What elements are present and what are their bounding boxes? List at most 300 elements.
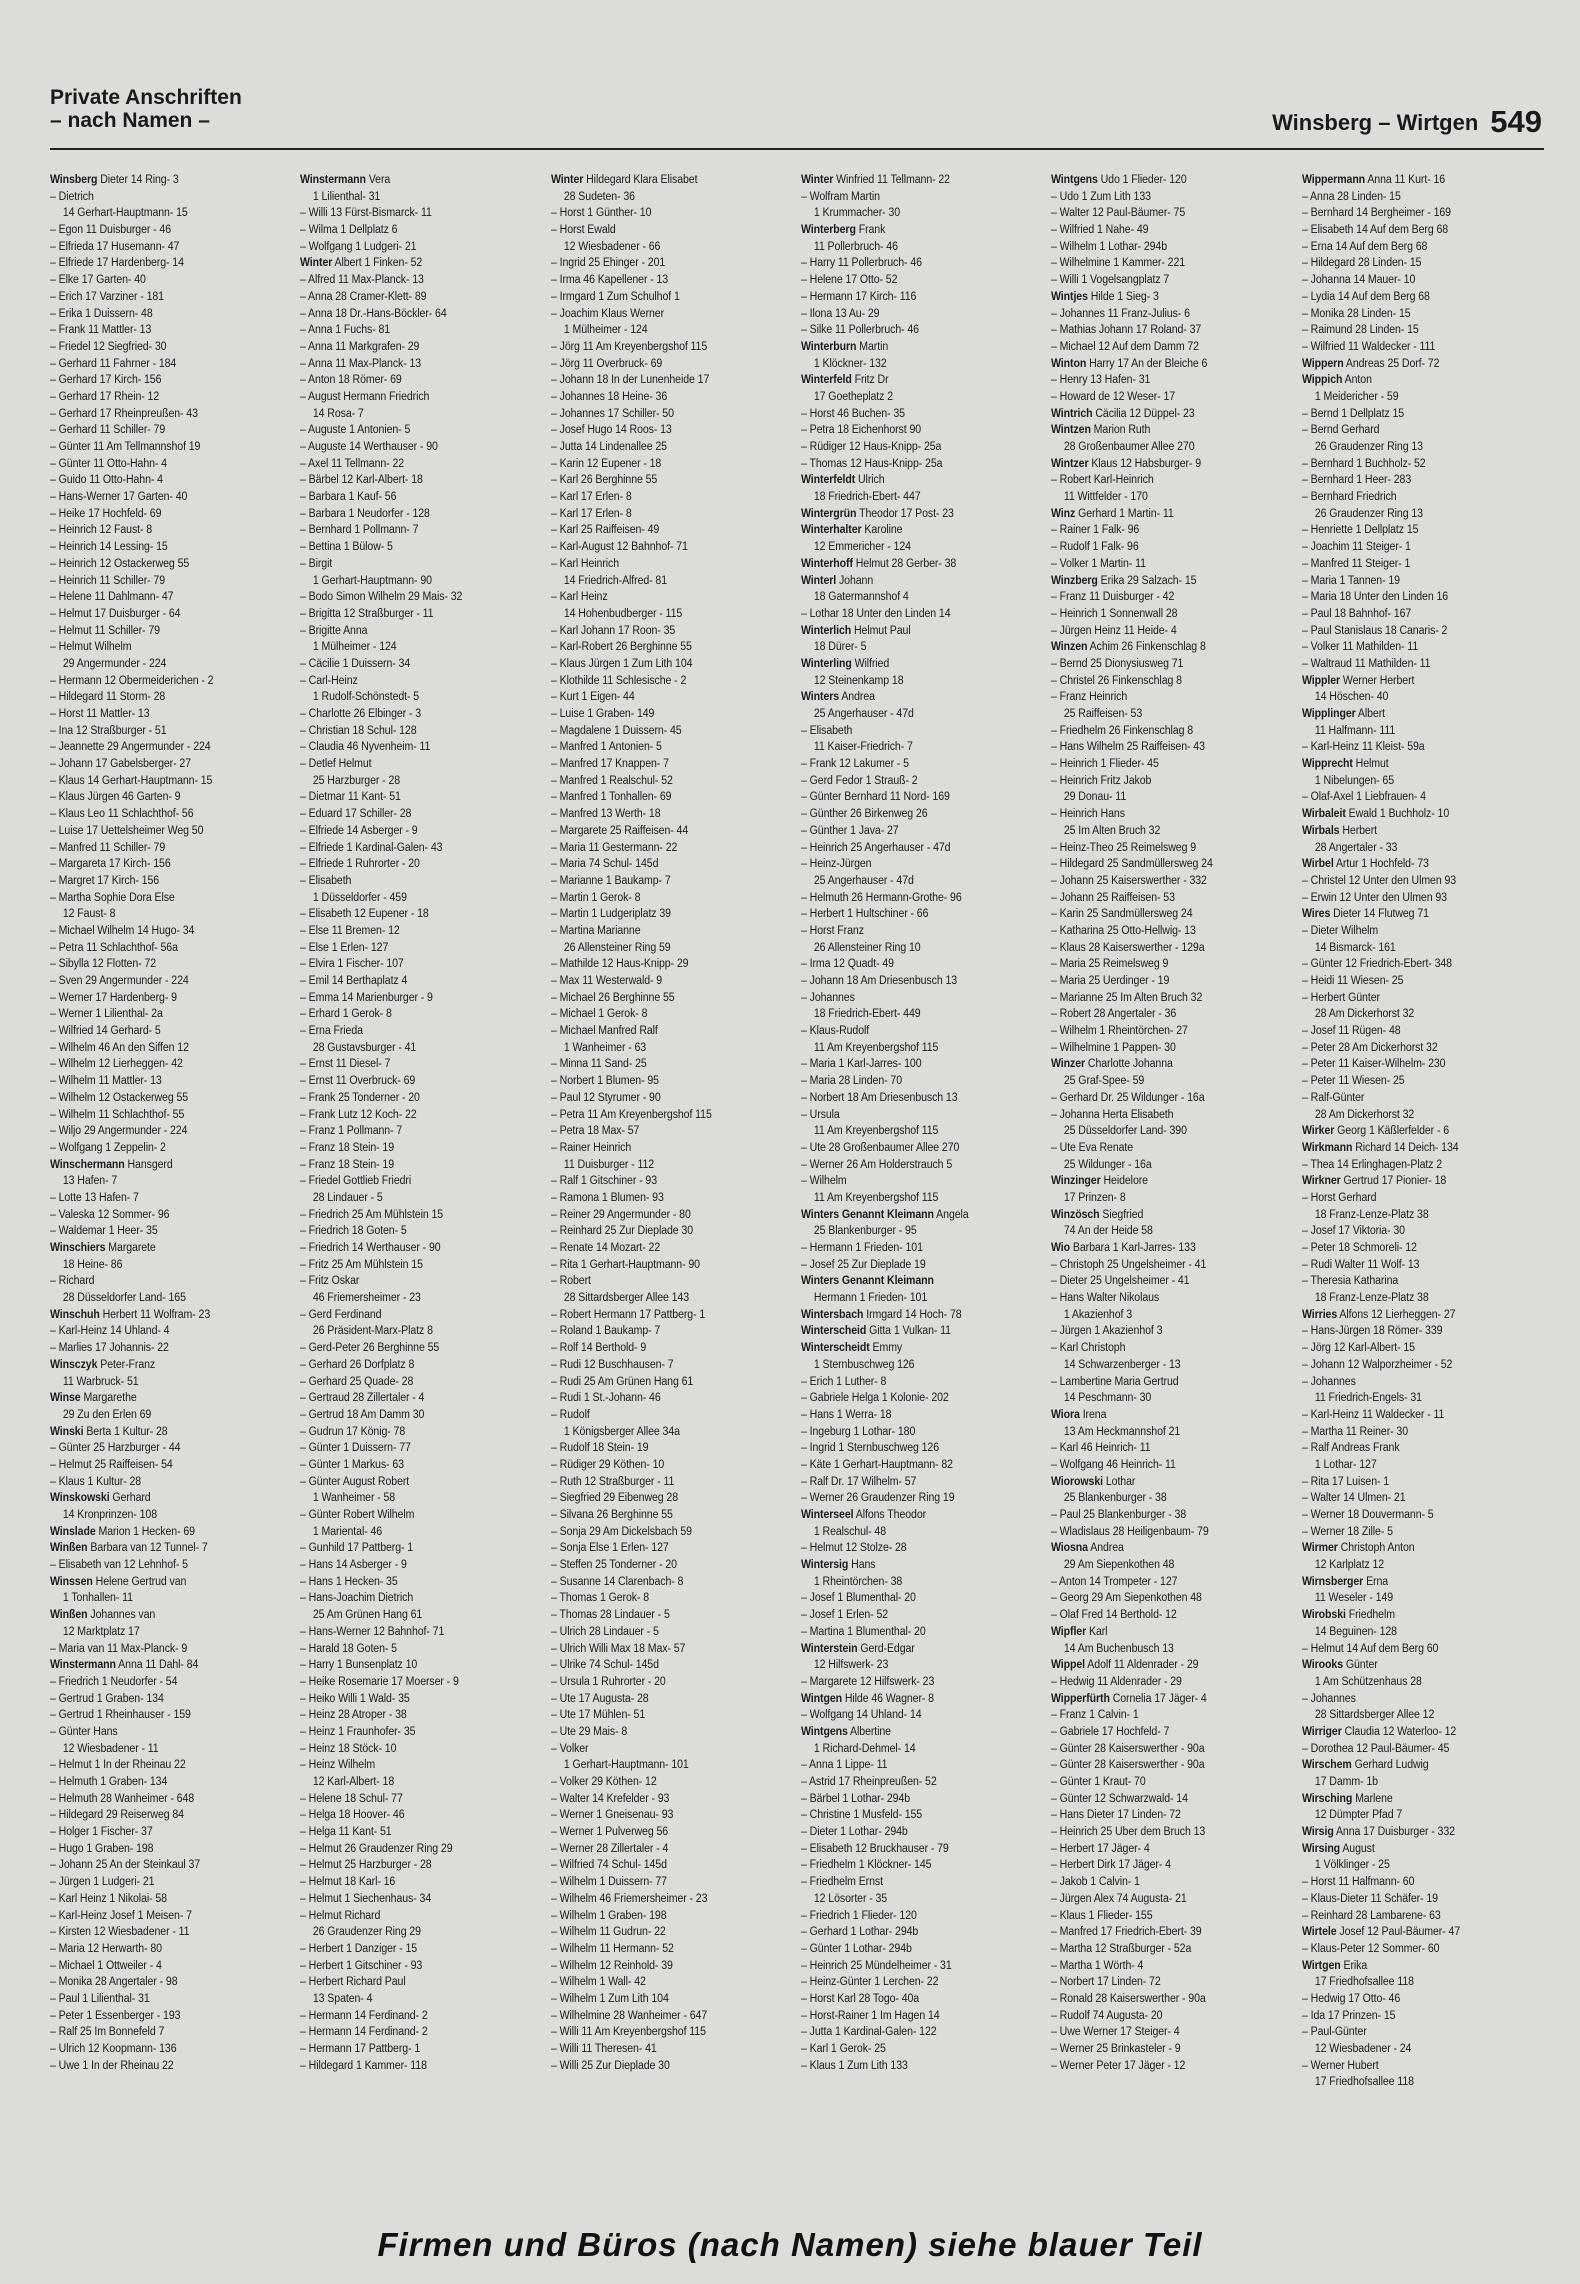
- directory-entry: [300, 623, 523, 640]
- entry-details: – Helmut 11 Schiller- 79: [50, 624, 160, 637]
- directory-entry: [1302, 2008, 1525, 2025]
- directory-column-2: [300, 172, 542, 2218]
- directory-entry: [1051, 1974, 1274, 1991]
- directory-entry: [1051, 973, 1274, 990]
- entry-details: – Rolf 14 Berthold- 9: [550, 1342, 646, 1355]
- directory-entry: [1302, 1891, 1525, 1908]
- entry-details: – Erika 1 Duissern- 48: [50, 307, 153, 320]
- directory-entry: [300, 1407, 523, 1424]
- entry-details: Margarete: [108, 1242, 156, 1254]
- entry-details: – Maria 74 Schul- 145d: [550, 858, 659, 871]
- entry-details: – Josef 1 Blumenthal- 20: [800, 1592, 916, 1605]
- entry-details: – Gertrud 18 Am Damm 30: [300, 1408, 425, 1421]
- directory-entry: [1302, 873, 1525, 890]
- entry-details: 11 Duisburger - 112: [563, 1158, 654, 1171]
- directory-entry: [50, 1223, 273, 1240]
- entry-surname: Winterberg: [800, 224, 856, 237]
- directory-entry: [300, 272, 523, 289]
- entry-details: 1 Krummacher- 30: [813, 207, 901, 220]
- directory-entry: [1302, 1223, 1525, 1240]
- directory-entry: [551, 1023, 774, 1040]
- directory-entry: [1051, 1107, 1274, 1124]
- entry-details: – Volker: [550, 1742, 589, 1755]
- directory-entry: [801, 756, 1024, 773]
- directory-entry: [50, 1991, 273, 2008]
- directory-entry: [551, 255, 774, 272]
- entry-details: – Heinrich Fritz Jakob: [1051, 774, 1152, 787]
- entry-details: 25 Blankenburger - 95: [813, 1225, 917, 1238]
- entry-details: – Bärbel 12 Karl-Albert- 18: [300, 474, 424, 487]
- directory-entry: [50, 1540, 273, 1557]
- directory-entry: [1051, 289, 1274, 306]
- directory-entry: [300, 2024, 523, 2041]
- entry-details: Dieter 14 Flutweg 71: [1332, 908, 1429, 921]
- entry-details: Albert: [1357, 708, 1385, 720]
- section-heading: [50, 86, 242, 132]
- directory-entry: [551, 923, 774, 940]
- entry-details: – Helmuth 26 Hermann-Grothe- 96: [800, 891, 962, 904]
- directory-entry: [1302, 2058, 1525, 2075]
- directory-entry: [1302, 2024, 1525, 2041]
- directory-entry: [1302, 1073, 1525, 1090]
- directory-entry: [1051, 856, 1274, 873]
- entry-details: – Karl 17 Erlen- 8: [550, 507, 632, 520]
- entry-surname: Wintzer: [1051, 457, 1089, 470]
- entry-details: – Wiljo 29 Angermunder - 224: [50, 1125, 188, 1138]
- directory-entry: [1302, 973, 1525, 990]
- entry-surname: Winslade: [50, 1525, 96, 1538]
- directory-entry: [50, 873, 273, 890]
- entry-details: – Elke 17 Garten- 40: [50, 274, 146, 287]
- entry-details: – Maria 18 Unter den Linden 16: [1301, 591, 1448, 604]
- directory-entry: [50, 1924, 273, 1941]
- directory-entry: [50, 539, 273, 556]
- directory-entry: [1302, 1407, 1525, 1424]
- directory-entry: [1051, 239, 1274, 256]
- entry-details: – Elisabeth 12 Bruckhauser - 79: [800, 1842, 949, 1855]
- directory-entry: [1051, 172, 1274, 189]
- entry-details: – Wilhelm 11 Mattler- 13: [50, 1075, 162, 1088]
- entry-details: Georg 1 Käßlerfelder - 6: [1336, 1125, 1449, 1138]
- entry-surname: Winterscheid: [800, 1325, 867, 1338]
- directory-entry: [1302, 222, 1525, 239]
- directory-entry: [1051, 990, 1274, 1007]
- entry-details: – Elfriede 1 Ruhrorter - 20: [300, 858, 421, 871]
- entry-details: – Werner 1 Gneisenau- 93: [550, 1809, 673, 1822]
- entry-details: – Erich 1 Luther- 8: [800, 1375, 887, 1388]
- entry-details: – Ilona 13 Au- 29: [800, 307, 880, 320]
- entry-details: – Heinrich 25 Über dem Bruch 13: [1051, 1826, 1206, 1839]
- directory-entry: [300, 322, 523, 339]
- directory-entry: [50, 739, 273, 756]
- directory-entry: [50, 189, 273, 206]
- entry-details: Helmut: [1355, 758, 1389, 771]
- entry-details: Siegfried: [1102, 1208, 1144, 1221]
- entry-details: – Karl Heinrich: [550, 557, 619, 570]
- directory-entry: [801, 322, 1024, 339]
- entry-details: – Olaf-Axel 1 Liebfrauen- 4: [1301, 791, 1426, 804]
- directory-entry: [1302, 573, 1525, 590]
- directory-entry: [1302, 890, 1525, 907]
- entry-details: 12 Steinenkamp 18: [813, 674, 904, 687]
- directory-entry: [50, 1040, 273, 1057]
- name-range: Winsberg – Wirtgen: [1272, 110, 1479, 135]
- directory-entry: [300, 1791, 523, 1808]
- entry-details: – Ina 12 Straßburger - 51: [50, 724, 167, 737]
- directory-entry: [551, 890, 774, 907]
- entry-details: 17 Friedhofsallee 118: [1314, 1976, 1414, 1989]
- entry-details: – Ute 28 Großenbaumer Allee 270: [800, 1141, 960, 1154]
- entry-surname: Wirobski: [1301, 1609, 1346, 1622]
- directory-entry: [551, 439, 774, 456]
- directory-entry: [1302, 456, 1525, 473]
- entry-details: 1 Tonhallen- 11: [62, 1592, 133, 1605]
- entry-details: 12 Karlplatz 12: [1314, 1559, 1384, 1572]
- directory-entry: [801, 1424, 1024, 1441]
- directory-entry: [300, 773, 523, 790]
- directory-entry: [801, 890, 1024, 907]
- directory-entry: [300, 1741, 523, 1758]
- entry-details: 18 Friedrich-Ebert- 447: [813, 491, 921, 504]
- directory-entry: [801, 773, 1024, 790]
- entry-details: – Elisabeth van 12 Lehnhof- 5: [50, 1559, 188, 1572]
- entry-details: 14 Kronprinzen- 108: [62, 1509, 158, 1521]
- entry-details: – Susanne 14 Clarenbach- 8: [550, 1575, 683, 1588]
- entry-details: – Johannes 18 Heine- 36: [550, 390, 667, 403]
- directory-entry: [551, 1207, 774, 1224]
- entry-details: Erika: [1343, 1959, 1367, 1972]
- entry-surname: Winßen: [50, 1609, 88, 1622]
- entry-details: – Friedel 12 Siegfried- 30: [50, 340, 167, 353]
- entry-details: 1 Richard-Dehmel- 14: [813, 1742, 916, 1755]
- entry-details: – Günter 11 Am Tellmannshof 19: [50, 441, 201, 453]
- entry-details: – Werner 18 Zille- 5: [1301, 1525, 1393, 1538]
- entry-details: Andrea: [1090, 1542, 1125, 1555]
- directory-entry: [1051, 1991, 1274, 2008]
- directory-entry: [1051, 1040, 1274, 1057]
- directory-entry: [50, 272, 273, 289]
- directory-entry: [1051, 823, 1274, 840]
- entry-details: Hermann 1 Frieden- 101: [813, 1292, 928, 1305]
- entry-details: – Josef 17 Viktoria- 30: [1301, 1225, 1405, 1238]
- entry-details: – Josef 25 Zur Dieplade 19: [800, 1258, 926, 1271]
- entry-details: – Jörg 12 Karl-Albert- 15: [1301, 1342, 1415, 1355]
- entry-details: – Gerhard Dr. 25 Wildunger - 16a: [1051, 1091, 1205, 1104]
- entry-surname: Wirooks: [1301, 1659, 1343, 1672]
- directory-entry: [801, 272, 1024, 289]
- entry-details: – Rüdiger 12 Haus-Knipp- 25a: [800, 441, 942, 453]
- directory-entry: [551, 1240, 774, 1257]
- entry-details: – Karl-Heinz Josef 1 Meisen- 7: [50, 1909, 192, 1922]
- entry-details: – Günter Hans: [50, 1725, 118, 1738]
- entry-details: – Sonja Else 1 Erlen- 127: [550, 1542, 669, 1555]
- directory-entry: [1051, 1874, 1274, 1891]
- entry-details: Artur 1 Hochfeld- 73: [1335, 858, 1429, 871]
- entry-details: – Wilhelmine 1 Kammer- 221: [1051, 257, 1186, 270]
- directory-entry: [1051, 1424, 1274, 1441]
- directory-entry: [50, 1440, 273, 1457]
- entry-surname: Winzer: [1051, 1058, 1086, 1071]
- entry-details: – Elisabeth: [800, 724, 853, 737]
- entry-details: 28 Lindauer - 5: [313, 1191, 384, 1204]
- entry-surname: Winssen: [50, 1575, 93, 1588]
- directory-entry: [300, 1340, 523, 1357]
- entry-details: – Maria 1 Karl-Jarres- 100: [800, 1058, 922, 1071]
- directory-entry: [1051, 956, 1274, 973]
- entry-details: – Ute Eva Renate: [1051, 1141, 1134, 1154]
- entry-details: Josef 12 Paul-Bäumer- 47: [1339, 1926, 1460, 1939]
- directory-entry: [300, 1824, 523, 1841]
- entry-details: Fritz Dr: [854, 374, 889, 387]
- directory-entry: [551, 1006, 774, 1023]
- directory-entry: [300, 1123, 523, 1140]
- entry-details: – Hans-Werner 17 Garten- 40: [50, 491, 188, 504]
- entry-details: – Martha 12 Straßburger - 52a: [1051, 1942, 1192, 1955]
- entry-surname: Wippern: [1301, 357, 1344, 370]
- entry-details: Udo 1 Flieder- 120: [1100, 174, 1187, 186]
- directory-entry: [300, 472, 523, 489]
- directory-entry: [1302, 1006, 1525, 1023]
- entry-details: – Claudia 46 Nyvenheim- 11: [300, 741, 431, 754]
- entry-details: – Anna 1 Fuchs- 81: [300, 324, 391, 337]
- directory-entry: [50, 1724, 273, 1741]
- directory-entry: [551, 272, 774, 289]
- entry-details: – Anton 18 Römer- 69: [300, 374, 403, 387]
- entry-details: – Ingrid 25 Ehinger - 201: [550, 257, 665, 270]
- directory-entry: [551, 1857, 774, 1874]
- directory-entry: [1051, 1574, 1274, 1591]
- directory-entry: [300, 1073, 523, 1090]
- entry-details: 28 Düsseldorfer Land- 165: [62, 1292, 186, 1305]
- footer-note: Firmen und Büros (nach Namen) siehe blauer Teil: [377, 2226, 1203, 2263]
- entry-details: 25 Düsseldorfer Land- 390: [1064, 1125, 1188, 1138]
- directory-entry: [801, 1073, 1024, 1090]
- entry-surname: Wipplinger: [1301, 708, 1356, 720]
- directory-entry: [551, 639, 774, 656]
- entry-details: – Heiko Willi 1 Wald- 35: [300, 1692, 411, 1705]
- directory-entry: [50, 1490, 273, 1507]
- directory-entry: [1302, 1691, 1525, 1708]
- directory-entry: [300, 906, 523, 923]
- directory-entry: [50, 2024, 273, 2041]
- entry-details: – Michael 26 Berghinne 55: [550, 991, 675, 1004]
- entry-details: Anton: [1344, 374, 1372, 387]
- directory-entry: [300, 1874, 523, 1891]
- entry-details: – Karl-Heinz 14 Uhland- 4: [50, 1325, 170, 1338]
- directory-entry: [801, 1691, 1024, 1708]
- entry-details: Irena: [1083, 1408, 1107, 1421]
- directory-entry: [1302, 723, 1525, 740]
- entry-details: – Heinrich 25 Mündelheimer - 31: [800, 1959, 952, 1972]
- entry-details: – Johannes 11 Franz-Julius- 6: [1051, 307, 1191, 320]
- entry-surname: Wippler: [1301, 674, 1340, 687]
- directory-entry: [300, 522, 523, 539]
- entry-details: – Silke 11 Pollerbruch- 46: [800, 324, 919, 337]
- directory-entry: [551, 306, 774, 323]
- entry-details: – Waldemar 1 Heer- 35: [50, 1225, 158, 1238]
- entry-details: – Werner 26 Graudenzer Ring 19: [800, 1492, 955, 1505]
- entry-details: – Heinz 18 Stöck- 10: [300, 1742, 397, 1755]
- entry-details: Marlene: [1354, 1792, 1393, 1805]
- entry-details: Adolf 11 Aldenrader - 29: [1087, 1659, 1199, 1672]
- entry-details: Helmut Paul: [853, 624, 911, 637]
- entry-details: – Heinrich 1 Sonnenwall 28: [1051, 607, 1178, 620]
- entry-details: – Gerhard 11 Schiller- 79: [50, 424, 166, 437]
- entry-details: – Hans 14 Asberger - 9: [300, 1559, 408, 1572]
- directory-entry: [801, 1107, 1024, 1124]
- entry-details: Wilfried: [854, 657, 890, 670]
- entry-details: – Günter August Robert: [300, 1475, 410, 1488]
- entry-details: 11 Am Kreyenbergshof 115: [813, 1041, 939, 1054]
- directory-entry: [1302, 823, 1525, 840]
- directory-entry: [1302, 422, 1525, 439]
- directory-entry: [801, 956, 1024, 973]
- entry-surname: Wirmer: [1301, 1542, 1338, 1555]
- directory-entry: [551, 856, 774, 873]
- directory-entry: [801, 1707, 1024, 1724]
- entry-details: – Helmut 1 Siechenhaus- 34: [300, 1892, 432, 1905]
- directory-entry: [801, 589, 1024, 606]
- directory-entry: [1051, 1757, 1274, 1774]
- entry-details: – Harald 18 Goten- 5: [300, 1642, 398, 1655]
- entry-details: – Johannes 17 Schiller- 50: [550, 407, 674, 420]
- directory-entry: [801, 1674, 1024, 1691]
- directory-entry: [551, 472, 774, 489]
- entry-details: – Erna Frieda: [300, 1025, 364, 1038]
- directory-entry: [1302, 1457, 1525, 1474]
- directory-entry: [300, 2041, 523, 2058]
- entry-details: – Magdalene 1 Duissern- 45: [550, 724, 682, 737]
- entry-details: 1 Wanheimer - 63: [563, 1041, 646, 1054]
- entry-details: Achim 26 Finkenschlag 8: [1089, 641, 1207, 654]
- entry-details: – Heinz-Günter 1 Lerchen- 22: [800, 1976, 939, 1989]
- entry-details: – Bernd Gerhard: [1301, 424, 1380, 437]
- directory-entry: [1051, 1908, 1274, 1925]
- entry-details: – Franz 1 Pollmann- 7: [300, 1125, 403, 1138]
- entry-details: – Howard de 12 Weser- 17: [1051, 390, 1176, 403]
- entry-details: Christoph Anton: [1340, 1542, 1415, 1555]
- header-divider: [50, 148, 1544, 150]
- directory-entry: [551, 1407, 774, 1424]
- directory-entry: [551, 940, 774, 957]
- directory-entry: [1051, 1357, 1274, 1374]
- directory-entry: [551, 2008, 774, 2025]
- directory-entry: [551, 1157, 774, 1174]
- entry-details: – Kirsten 12 Wiesbadener - 11: [50, 1926, 190, 1939]
- directory-entry: [1302, 1056, 1525, 1073]
- directory-entry: [300, 1390, 523, 1407]
- directory-entry: [1051, 1540, 1274, 1557]
- directory-entry: [801, 789, 1024, 806]
- entry-details: – Thea 14 Erlinghagen-Platz 2: [1301, 1158, 1442, 1171]
- directory-entry: [1302, 606, 1525, 623]
- directory-entry: [1302, 306, 1525, 323]
- entry-details: Richard 14 Deich- 134: [1354, 1141, 1459, 1154]
- directory-entry: [50, 1390, 273, 1407]
- entry-details: – Ingeburg 1 Lothar- 180: [800, 1425, 916, 1438]
- directory-entry: [300, 1223, 523, 1240]
- directory-entry: [50, 1457, 273, 1474]
- entry-details: 17 Friedhofsallee 118: [1314, 2076, 1414, 2089]
- directory-entry: [551, 1891, 774, 1908]
- entry-details: – Klaus-Peter 12 Sommer- 60: [1301, 1942, 1440, 1955]
- entry-details: 1 Mülheimer - 124: [563, 324, 648, 337]
- directory-entry: [1302, 1641, 1525, 1658]
- entry-details: – Thomas 28 Lindauer - 5: [550, 1609, 670, 1622]
- directory-entry: [50, 973, 273, 990]
- entry-details: 12 Dümpter Pfad 7: [1314, 1809, 1402, 1822]
- entry-details: – Luise 1 Graben- 149: [550, 708, 655, 720]
- directory-entry: [300, 1474, 523, 1491]
- directory-entry: [300, 956, 523, 973]
- directory-entry: [300, 856, 523, 873]
- entry-surname: Winterseel: [800, 1509, 854, 1521]
- directory-entry: [1302, 1390, 1525, 1407]
- directory-entry: [50, 472, 273, 489]
- entry-details: Alfons 12 Lierheggen- 27: [1339, 1308, 1456, 1321]
- entry-details: – Guido 11 Otto-Hahn- 4: [50, 474, 163, 487]
- entry-details: Alfons Theodor: [855, 1509, 927, 1521]
- entry-details: – Sonja 29 Am Dickelsbach 59: [550, 1525, 692, 1538]
- directory-entry: [801, 923, 1024, 940]
- directory-entry: [1051, 873, 1274, 890]
- entry-details: – Ralf 25 Im Bonnefeld 7: [50, 2026, 165, 2039]
- entry-details: 25 Raiffeisen- 53: [1064, 708, 1143, 720]
- entry-details: – Hans-Joachim Dietrich: [300, 1592, 414, 1605]
- directory-entry: [801, 1207, 1024, 1224]
- directory-entry: [1302, 1857, 1525, 1874]
- directory-entry: [50, 1407, 273, 1424]
- directory-entry: [1051, 1707, 1274, 1724]
- directory-entry: [551, 539, 774, 556]
- directory-entry: [1302, 1340, 1525, 1357]
- entry-details: Erika 29 Salzach- 15: [1100, 574, 1197, 587]
- entry-details: – Volker 1 Martin- 11: [1051, 557, 1147, 570]
- entry-details: – Martin 1 Ludgeriplatz 39: [550, 908, 671, 921]
- entry-details: 12 Marktplatz 17: [62, 1625, 140, 1638]
- entry-details: 28 Sittardsberger Allee 12: [1314, 1709, 1434, 1722]
- entry-surname: Wirker: [1301, 1125, 1334, 1138]
- entry-details: – Hans Dieter 17 Linden- 72: [1051, 1809, 1182, 1822]
- directory-entry: [50, 1240, 273, 1257]
- entry-surname: Wirnsberger: [1301, 1575, 1363, 1588]
- entry-surname: Wirries: [1301, 1308, 1337, 1321]
- directory-entry: [300, 1674, 523, 1691]
- directory-entry: [1302, 856, 1525, 873]
- entry-details: – Monika 28 Angertaler - 98: [50, 1976, 178, 1989]
- entry-details: – Joachim Klaus Werner: [550, 307, 664, 320]
- entry-details: 25 Im Alten Bruch 32: [1064, 824, 1161, 837]
- entry-details: Hans: [851, 1559, 876, 1572]
- entry-details: 25 Wildunger - 16a: [1064, 1158, 1152, 1171]
- entry-details: 29 Angermunder - 224: [62, 657, 167, 670]
- entry-details: – Günter 1 Lothar- 294b: [800, 1942, 912, 1955]
- directory-entry: [300, 539, 523, 556]
- directory-entry: [300, 689, 523, 706]
- directory-entry: [300, 1991, 523, 2008]
- entry-details: – Johannes: [1301, 1692, 1356, 1705]
- entry-details: – Lydia 14 Auf dem Berg 68: [1301, 290, 1430, 303]
- entry-details: – Wilhelm 46 An den Siffen 12: [50, 1041, 189, 1054]
- entry-details: – Axel 11 Tellmann- 22: [300, 457, 405, 470]
- entry-details: – Hermann 14 Ferdinand- 2: [300, 2026, 429, 2039]
- entry-surname: Winsczyk: [50, 1358, 98, 1371]
- entry-details: – Herbert 17 Jäger- 4: [1051, 1842, 1150, 1855]
- directory-entry: [50, 1006, 273, 1023]
- entry-details: – Gerhard 26 Dorfplatz 8: [300, 1358, 415, 1371]
- entry-details: – Uwe 1 In der Rheinau 22: [50, 2059, 174, 2072]
- directory-entry: [300, 172, 523, 189]
